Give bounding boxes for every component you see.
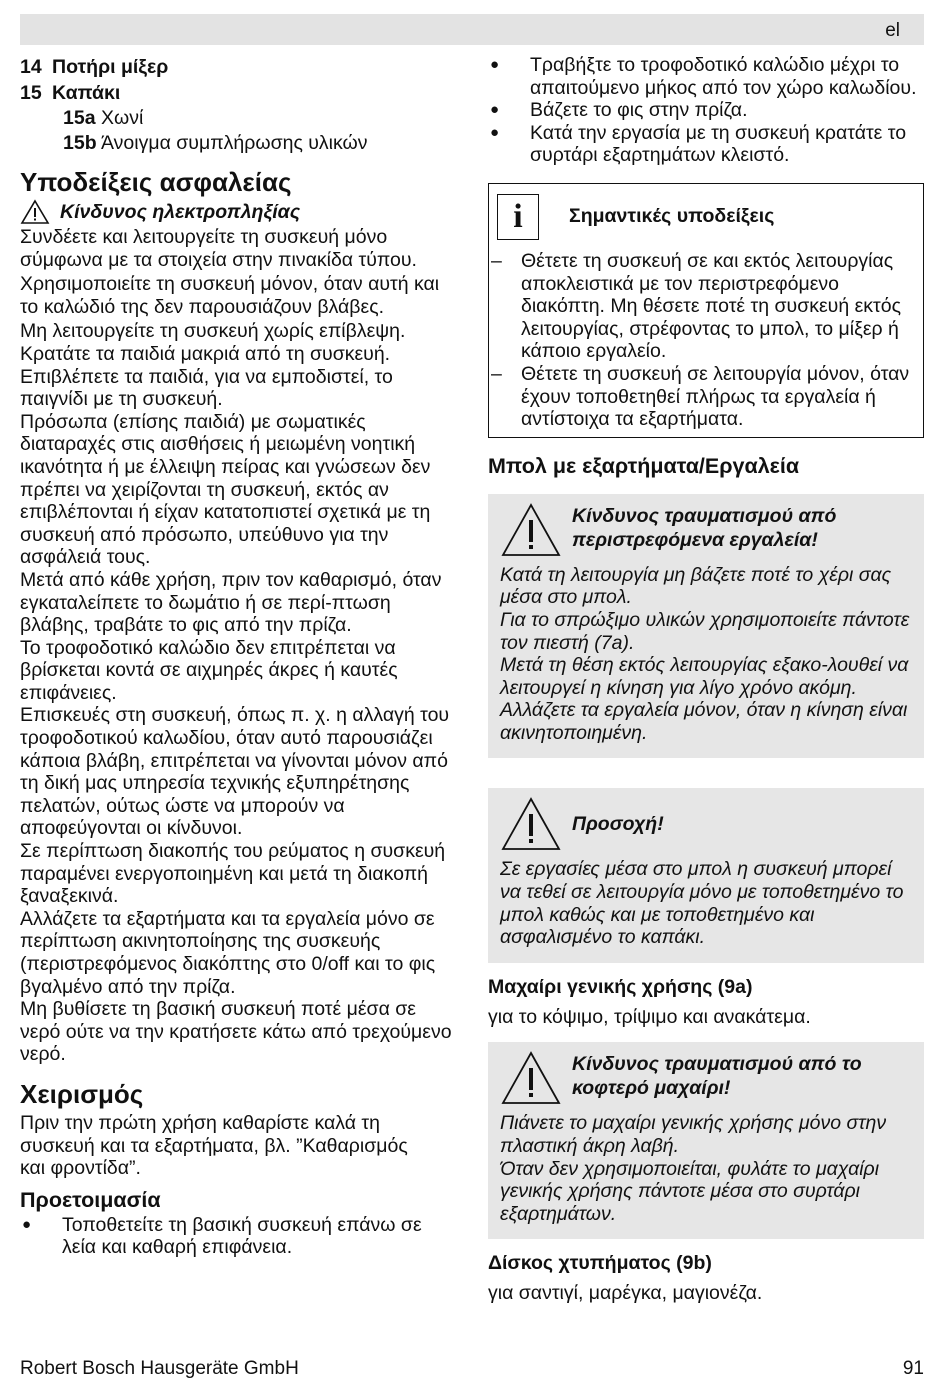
- knife-text: για το κόψιμο, τρίψιμο και ανακάτεμα.: [488, 1005, 811, 1028]
- list-item: [20, 54, 460, 80]
- notice-title: Σημαντικές υποδείξεις: [569, 205, 775, 228]
- warning-header: [500, 502, 912, 558]
- knife-heading: Μαχαίρι γενικής χρήσης (9a): [488, 975, 753, 998]
- safety-paragraph: Πρόσωπα (επίσης παιδιά) με σωματικές διαταραχές στις αισθήσεις ή μειωμένη νοητική ικανότητα ή με έλλειψη πείρας και γνώσεων δεν πρέπει να χειρίζονται τη συσκευή, εκτός αν επιβλέπονται ή είχαν κατατοπιστεί σχετικά με τη συσκευή από πρόσωπο, υπεύθυνο για την ασφάλειά τους.: [20, 410, 431, 569]
- safety-paragraph: Επισκευές στη συσκευή, όπως π. χ. η αλλαγή του τροφοδοτικού καλωδίου, όταν αυτό παρουσιάζει κάποια βλάβη, επιτρέπεται να γίνονται μόνον από τη δική μας υπηρεσία τεχνικής εξυπηρέτησης πελατών, ούτως ώστε να μπορούν να αποφεύγονται οι κίνδυνοι.: [20, 704, 450, 840]
- warning-body: [500, 858, 912, 948]
- warning-body: [500, 1112, 912, 1225]
- warning-triangle-icon: [20, 199, 50, 225]
- list-item: [489, 250, 915, 363]
- language-code: el: [885, 20, 900, 41]
- warning-text: Για το σπρώξιμο υλικών χρησιμοποιείτε πάντοτε τον πιεστή (7a).: [500, 608, 910, 654]
- page-number: 91: [902, 1358, 924, 1379]
- warning-text: Σε εργασίες μέσα στο μπολ η συσκευή μπορεί να τεθεί σε λειτουργία μόνο με τοποθετημένο το μπολ καθώς και με τοποθετημένο και ασφαλισμένο το καπάκι.: [500, 858, 904, 949]
- warning-text: Κατά τη λειτουργία μη βάζετε ποτέ το χέρι σας μέσα στο μπολ.: [500, 563, 892, 609]
- bullet-text: Κατά την εργασία με τη συσκευή κρατάτε το συρτάρι εξαρτημάτων κλειστό.: [530, 121, 907, 167]
- notice-text: Θέτετε τη συσκευή σε λειτουργία μόνον, όταν έχουν τοποθετηθεί πλήρως τα εργαλεία ή αντίστοιχα τα εξαρτήματα.: [521, 362, 910, 431]
- list-item: [488, 99, 924, 122]
- preparation-heading: Προετοιμασία: [20, 1187, 161, 1212]
- list-item: [20, 1214, 460, 1259]
- list-item: [488, 54, 924, 99]
- bullet-text: Τοποθετείτε τη βασική συσκευή επάνω σε λεία και καθαρή επιφάνεια.: [62, 1213, 422, 1259]
- warning-triangle-icon: [500, 796, 562, 852]
- caution-warning: [488, 788, 924, 962]
- notice-header: [489, 194, 915, 240]
- notice-text: Θέτετε τη συσκευή σε και εκτός λειτουργίας αποκλειστικά με τον περιστρεφόμενο διακόπτη. Μη θέσετε ποτέ τη συσκευή εκτός λειτουργίας, στρέφοντας το μπολ, το μίξερ ή κάποιο εργαλείο.: [521, 249, 901, 363]
- warning-title: Προσοχή!: [572, 813, 664, 836]
- safety-text: [20, 226, 460, 1066]
- bullet-dot-icon: ●: [490, 56, 500, 73]
- safety-heading: Υποδείξεις ασφαλείας: [20, 167, 292, 197]
- bullet-text: Βάζετε το φις στην πρίζα.: [530, 99, 748, 122]
- shock-warning-title: Κίνδυνος ηλεκτροπληξίας: [60, 200, 301, 223]
- item-label: Χωνί: [101, 107, 144, 129]
- safety-paragraph: Μη λειτουργείτε τη συσκευή χωρίς επίβλεψη.: [20, 320, 406, 343]
- item-label: Άνοιγμα συμπλήρωσης υλικών: [101, 132, 368, 154]
- dash-icon: –: [491, 362, 502, 385]
- list-item: [488, 122, 924, 167]
- warning-triangle-icon: [500, 1050, 562, 1106]
- safety-paragraph: Κρατάτε τα παιδιά μακριά από τη συσκευή.: [20, 342, 391, 365]
- item-number: 15: [20, 82, 42, 104]
- warning-triangle-icon: [500, 502, 562, 558]
- list-subitem: [20, 106, 460, 131]
- list-item: [20, 80, 460, 106]
- warning-title: Κίνδυνος τραυματισμού από περιστρεφόμενα εργαλεία!: [572, 504, 837, 551]
- list-item: [489, 363, 915, 431]
- header-bar: [20, 14, 924, 45]
- left-column: [20, 54, 460, 1259]
- warning-title: Κίνδυνος τραυματισμού από το κοφτερό μαχαίρι!: [572, 1053, 862, 1100]
- safety-paragraph: Μη βυθίσετε τη βασική συσκευή ποτέ μέσα σε νερό ούτε να την κρατήσετε κάτω από τρεχούμενο νερό.: [20, 998, 452, 1066]
- operation-text: Πριν την πρώτη χρήση καθαρίστε καλά τη συσκευή και τα εξαρτήματα, βλ. ”Καθαρισμός και φροντίδα”.: [20, 1111, 408, 1180]
- item-number: 14: [20, 56, 42, 78]
- safety-paragraph: Συνδέετε και λειτουργείτε τη συσκευή μόνο σύμφωνα με τα στοιχεία στην πινακίδα τύπου.: [20, 226, 417, 271]
- safety-paragraph: Μετά από κάθε χρήση, πριν τον καθαρισμό, όταν εγκαταλείπετε το δωμάτιο ή σε περί-πτωση βλάβης, τραβάτε το φις από την πρίζα.: [20, 568, 442, 637]
- shock-warning: [20, 198, 460, 226]
- warning-header: [500, 1050, 912, 1106]
- operation-heading: Χειρισμός: [20, 1078, 144, 1109]
- bowl-heading: Μπολ με εξαρτήματα/Εργαλεία: [488, 453, 800, 478]
- important-notice-box: [488, 183, 924, 438]
- item-label: Καπάκι: [52, 82, 121, 104]
- bullet-dot-icon: ●: [22, 1215, 32, 1233]
- warning-header: [500, 796, 912, 852]
- safety-paragraph: Αλλάζετε τα εξαρτήματα και τα εργαλεία μόνο σε περίπτωση ακινητοποίησης της συσκευής (περιστρεφόμενος διακόπτης στο 0/off και το φις βγαλμένο από την πρίζα.: [20, 907, 436, 998]
- item-label: Ποτήρι μίξερ: [52, 56, 169, 78]
- item-number: 15a: [63, 107, 96, 129]
- safety-paragraph: Επιβλέπετε τα παιδιά, για να εμποδιστεί, το παιγνίδι με τη συσκευή.: [20, 365, 393, 411]
- right-column: [488, 54, 924, 1305]
- bullet-text: Τραβήξτε το τροφοδοτικό καλώδιο μέχρι το απαιτούμενο μήκος από τον χώρο καλωδίου.: [530, 54, 917, 99]
- safety-paragraph: Χρησιμοποιείτε τη συσκευή μόνον, όταν αυτή και το καλώδιό της δεν παρουσιάζουν βλάβες.: [20, 273, 440, 318]
- rotating-tools-warning: [488, 494, 924, 759]
- disc-text: για σαντιγί, μαρέγκα, μαγιονέζα.: [488, 1282, 763, 1305]
- footer-company: Robert Bosch Hausgeräte GmbH: [20, 1358, 299, 1379]
- disc-heading: Δίσκος χτυπήματος (9b): [488, 1252, 712, 1275]
- warning-text: Πιάνετε το μαχαίρι γενικής χρήσης μόνο στην πλαστική άκρη λαβή.: [500, 1112, 887, 1158]
- warning-body: [500, 564, 912, 745]
- warning-text: Όταν δεν χρησιμοποιείται, φυλάτε το μαχαίρι γενικής χρήσης πάντοτε μέσα στο συρτάρι εξαρτημάτων.: [500, 1157, 880, 1225]
- item-number: 15b: [63, 132, 97, 154]
- warning-text: Μετά τη θέση εκτός λειτουργίας εξακο-λουθεί να λειτουργεί η κίνηση για λίγο χρόνο ακόμη. Αλλάζετε τα εργαλεία μόνον, όταν η κίνηση είναι ακινητοποιημένη.: [500, 654, 909, 744]
- info-icon: i: [497, 194, 539, 240]
- dash-icon: –: [491, 249, 502, 272]
- list-subitem: [20, 131, 460, 156]
- knife-warning: [488, 1042, 924, 1239]
- bullet-dot-icon: ●: [490, 101, 500, 119]
- bullet-dot-icon: ●: [490, 123, 500, 141]
- safety-paragraph: Το τροφοδοτικό καλώδιο δεν επιτρέπεται να βρίσκεται κοντά σε αιχμηρές άκρες ή καυτές επιφάνειες.: [20, 636, 398, 704]
- safety-paragraph: Σε περίπτωση διακοπής του ρεύματος η συσκευή παραμένει ενεργοποιημένη και μετά τη διακοπή ξαναξεκινά.: [20, 840, 446, 908]
